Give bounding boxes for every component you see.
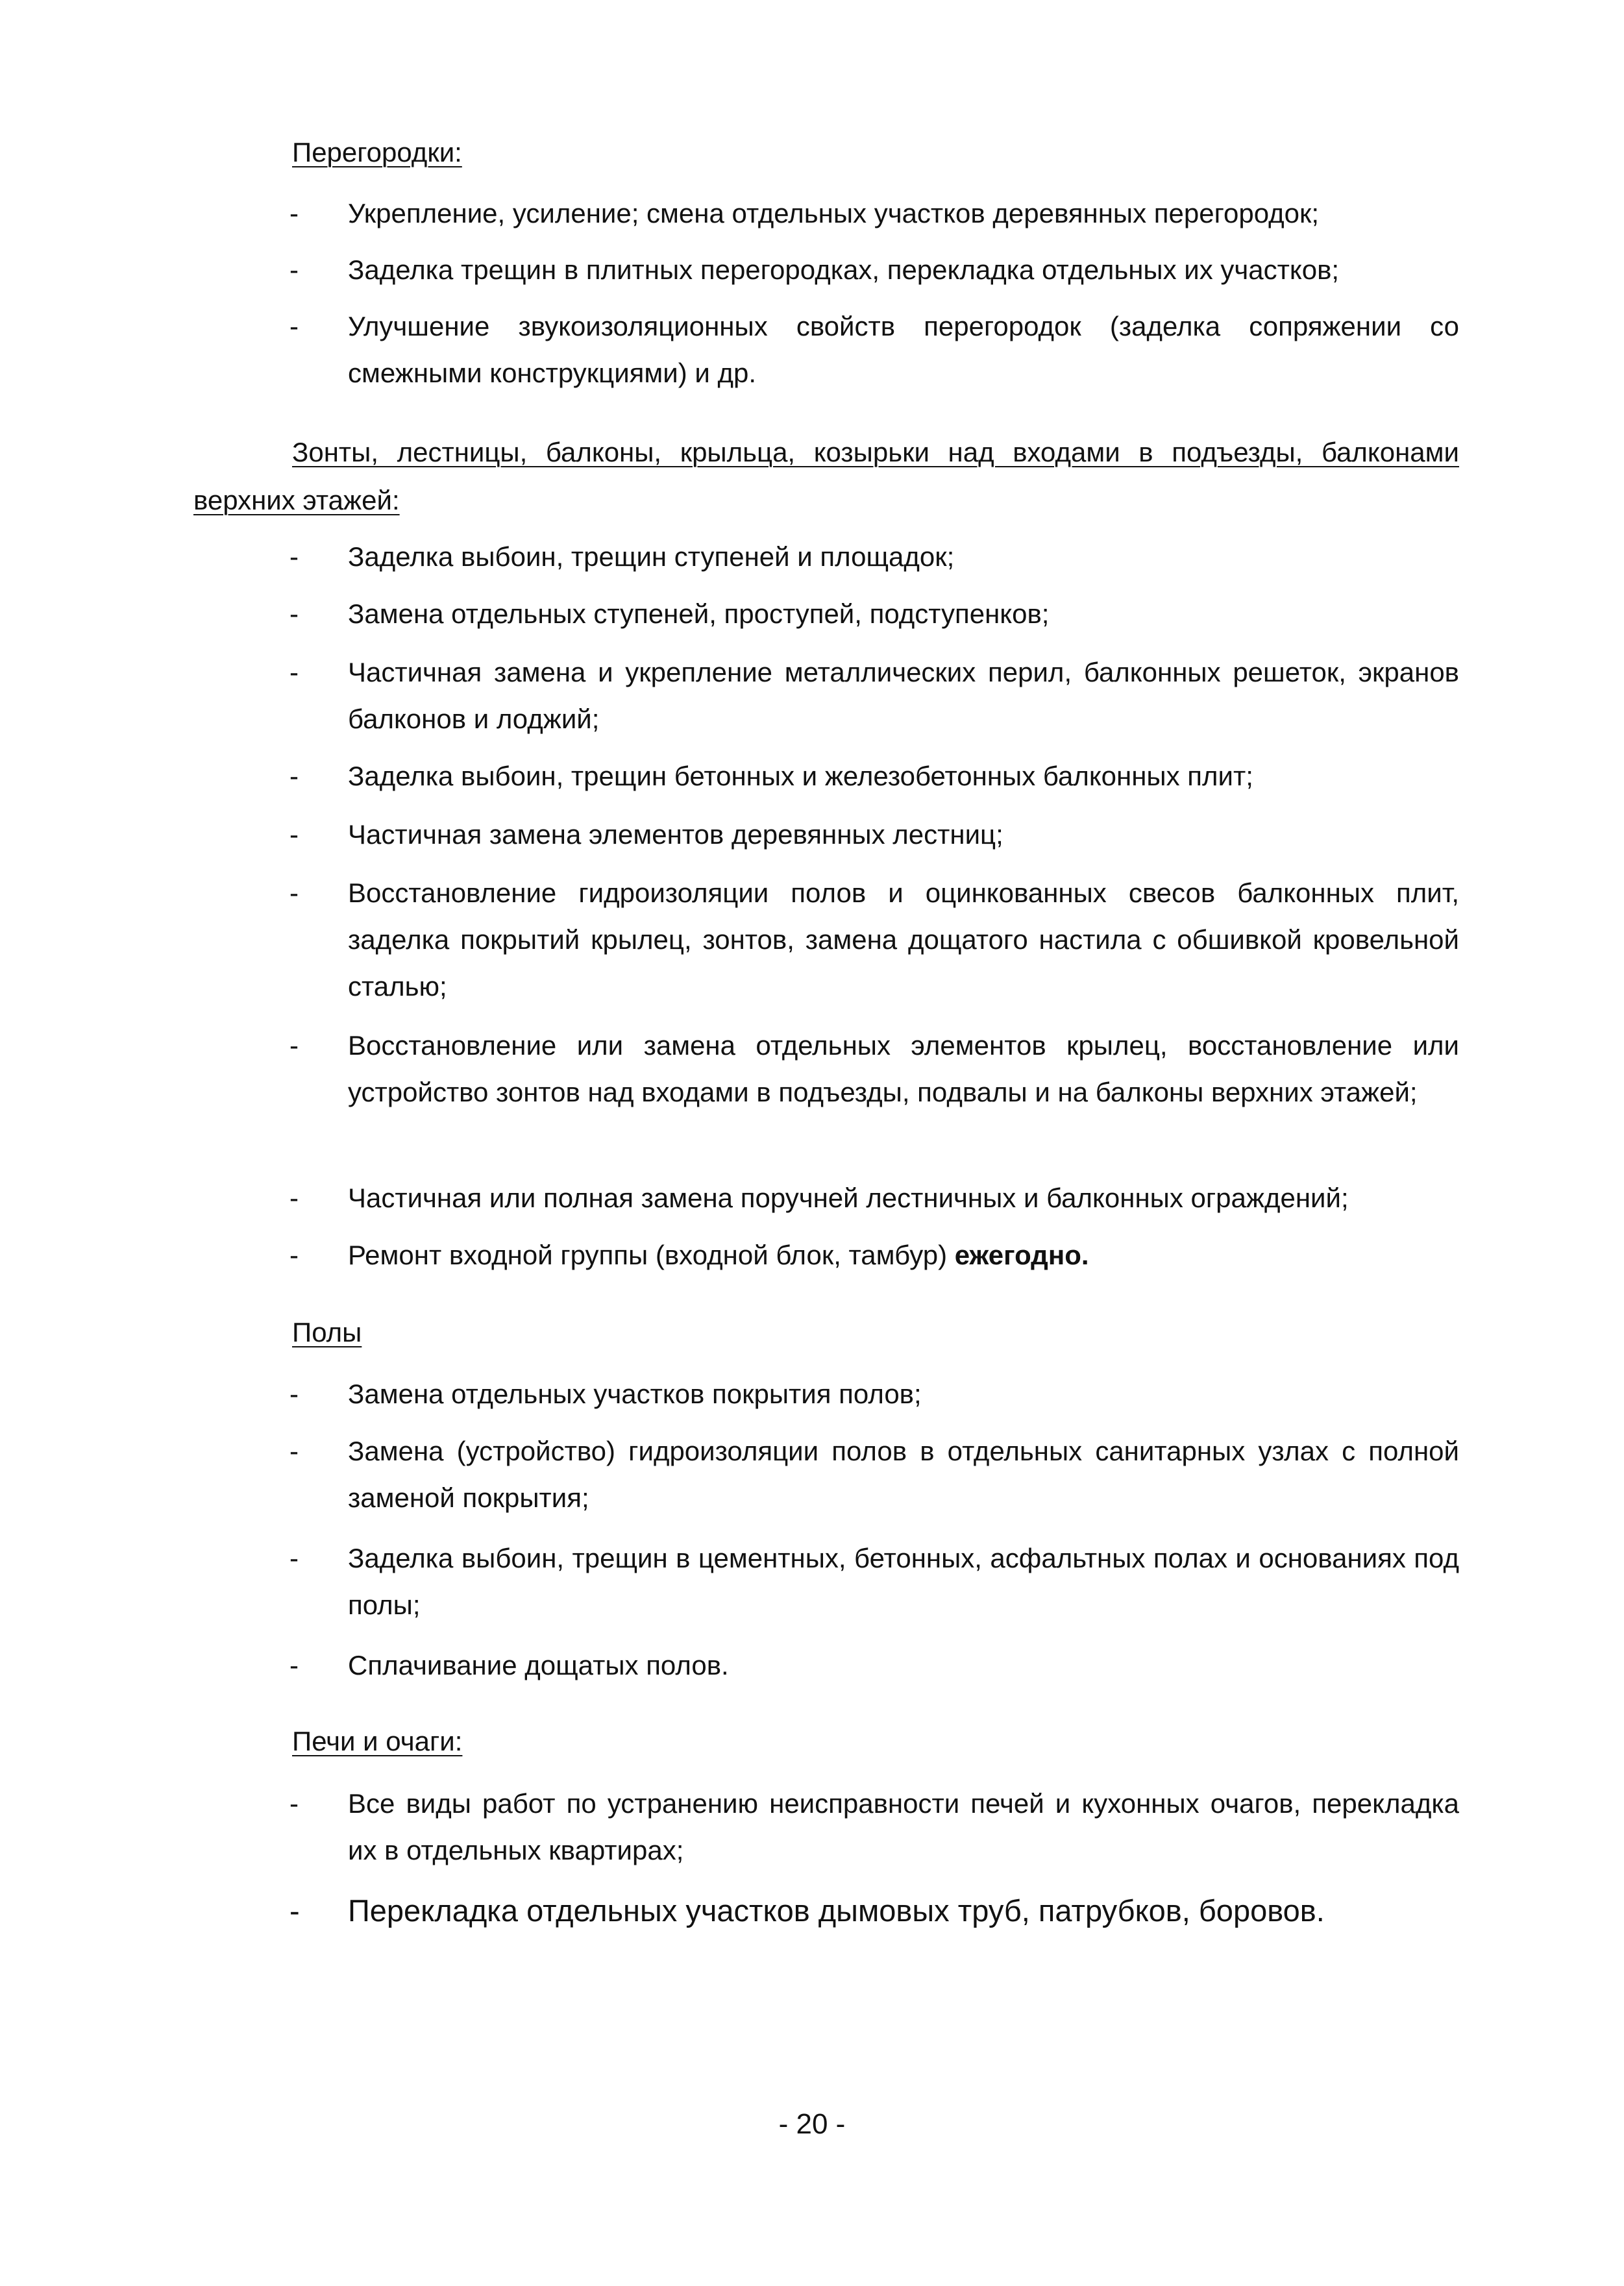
list-item-text: Замена отдельных участков покрытия полов; — [348, 1379, 922, 1409]
section-heading-partitions: Перегородки: — [292, 137, 462, 167]
list-dash: - — [289, 1183, 299, 1213]
list-item — [289, 1232, 1459, 1279]
list-item-text-plain: Ремонт входной группы (входной блок, тамбур) — [348, 1240, 948, 1270]
list-item — [289, 247, 1459, 293]
list-dash: - — [289, 254, 299, 285]
section-heading-stairs-balconies: Зонты, лестницы, балконы, крыльца, козырьки над входами в подъезды, балконами верхних этажей: — [193, 437, 1459, 515]
list-item — [289, 870, 1459, 1010]
list-dash: - — [289, 1893, 300, 1928]
list-item-text: Перекладка отдельных участков дымовых труб, патрубков, боровов. — [348, 1893, 1325, 1928]
list-dash: - — [289, 657, 299, 687]
list-item — [289, 1780, 1459, 1874]
list-dash: - — [289, 761, 299, 791]
list-item — [289, 1428, 1459, 1521]
section-heading-stoves: Печи и очаги: — [292, 1726, 463, 1756]
list-item — [289, 303, 1459, 397]
list-item-text: Улучшение звукоизоляционных свойств перегородок (заделка сопряжении со смежными конструкциями) и др. — [348, 311, 1459, 388]
list-item-text: Все виды работ по устранению неисправности печей и кухонных очагов, перекладка их в отдельных квартирах; — [348, 1788, 1459, 1865]
list-item — [289, 190, 1459, 237]
list-item — [289, 1642, 1459, 1689]
list-item — [289, 649, 1459, 743]
list-dash: - — [289, 198, 299, 228]
list-dash: - — [289, 1030, 299, 1061]
list-item-text: Заделка выбоин, трещин бетонных и железобетонных балконных плит; — [348, 761, 1253, 791]
list-item-text: Частичная замена и укрепление металлических перил, балконных решеток, экранов балконов и лоджий; — [348, 657, 1459, 734]
list-dash: - — [289, 311, 299, 341]
list-item-text: Заделка выбоин, трещин ступеней и площадок; — [348, 541, 955, 572]
page-number: - 20 - — [778, 2108, 846, 2140]
list-item — [289, 1887, 1459, 1934]
list-item — [289, 1022, 1459, 1116]
list-dash: - — [289, 819, 299, 850]
list-item-text: Частичная замена элементов деревянных лестниц; — [348, 819, 1003, 850]
list-item — [289, 1175, 1459, 1222]
list-item — [289, 811, 1459, 858]
list-item-text — [348, 1232, 1459, 1279]
list-item — [289, 1371, 1459, 1418]
list-dash: - — [289, 1240, 299, 1270]
list-item-text: Восстановление гидроизоляции полов и оцинкованных свесов балконных плит, заделка покрытий крылец, зонтов, замена дощатого настила с обшивкой кровельной сталью; — [348, 878, 1459, 1002]
list-item-text: Восстановление или замена отдельных элементов крылец, восстановление или устройство зонтов над входами в подъезды, подвалы и на балконы верхних этажей; — [348, 1030, 1459, 1107]
list-item-text: Укрепление, усиление; смена отдельных участков деревянных перегородок; — [348, 198, 1320, 228]
list-dash: - — [289, 878, 299, 908]
list-item-text: Заделка трещин в плитных перегородках, перекладка отдельных их участков; — [348, 254, 1340, 285]
section-heading-floors: Полы — [292, 1317, 362, 1347]
list-item-text: Замена (устройство) гидроизоляции полов в отдельных санитарных узлах с полной заменой покрытия; — [348, 1436, 1459, 1513]
list-dash: - — [289, 598, 299, 629]
list-dash: - — [289, 1379, 299, 1409]
list-item — [289, 534, 1459, 580]
list-item-text: Замена отдельных ступеней, проступей, подступенков; — [348, 598, 1050, 629]
list-dash: - — [289, 1543, 299, 1573]
list-dash: - — [289, 1436, 299, 1466]
list-item — [289, 753, 1459, 800]
list-item-text: Заделка выбоин, трещин в цементных, бетонных, асфальтных полах и основаниях под полы; — [348, 1543, 1459, 1620]
list-dash: - — [289, 1650, 299, 1680]
list-item-text: Частичная или полная замена поручней лестничных и балконных ограждений; — [348, 1183, 1349, 1213]
list-dash: - — [289, 1788, 299, 1819]
list-item — [289, 591, 1459, 637]
list-dash: - — [289, 541, 299, 572]
yearly-emphasis: ежегодно. — [954, 1240, 1089, 1270]
list-item — [289, 1535, 1459, 1628]
list-item-text: Сплачивание дощатых полов. — [348, 1650, 729, 1680]
